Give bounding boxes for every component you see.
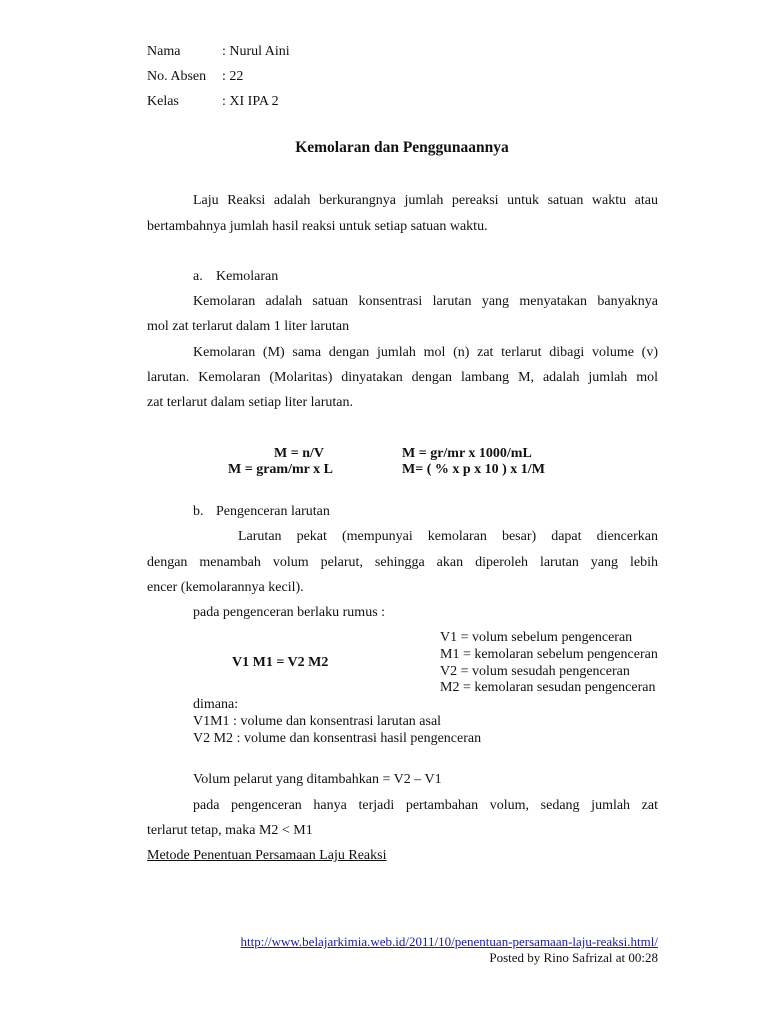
legend-m2: M2 = kemolaran sesudan pengenceran [440, 680, 656, 695]
formula-molarity-gram-mr-l: M = gram/mr x L [228, 462, 333, 477]
dimana-v2m2: V2 M2 : volume dan konsentrasi hasil pengenceran [193, 731, 482, 746]
posted-by: Posted by Rino Safrizal at 00:28 [489, 950, 658, 965]
legend-v2: V2 = volum sesudah pengenceran [440, 664, 630, 679]
volum-added: Volum pelarut yang ditambahkan = V2 – V1 [193, 772, 442, 787]
section-a-p1-line-1: Kemolaran adalah satuan konsentrasi larutan yang menyatakan banyaknya [193, 294, 658, 309]
intro-line-1: Laju Reaksi adalah berkurangnya jumlah pereaksi untuk satuan waktu atau [193, 193, 658, 208]
nama-label: Nama [147, 44, 181, 59]
section-a-p2-line-1: Kemolaran (M) sama dengan jumlah mol (n) zat terlarut dibagi volume (v) [193, 345, 658, 360]
section-b-p1-line-3: encer (kemolarannya kecil). [147, 580, 304, 595]
section-b-marker: b. [193, 504, 204, 519]
dimana-label: dimana: [193, 697, 239, 712]
absen-label: No. Absen [147, 69, 207, 84]
section-a-p1-line-2: mol zat terlarut dalam 1 liter larutan [147, 319, 350, 334]
method-heading: Metode Penentuan Persamaan Laju Reaksi [147, 848, 387, 863]
absen-value: : 22 [222, 69, 244, 84]
dimana-v1m1: V1M1 : volume dan konsentrasi larutan asal [193, 714, 442, 729]
legend-m1: M1 = kemolaran sebelum pengenceran [440, 647, 658, 662]
section-b-p2-line-2: terlarut tetap, maka M2 < M1 [147, 823, 313, 838]
section-b-heading: Pengenceran larutan [216, 504, 330, 519]
formula-molarity-n-v: M = n/V [274, 446, 324, 461]
intro-line-2: bertambahnya jumlah hasil reaksi untuk setiap satuan waktu. [147, 219, 488, 234]
kelas-label: Kelas [147, 94, 179, 109]
section-a-heading: Kemolaran [216, 269, 279, 284]
section-a-marker: a. [193, 269, 203, 284]
kelas-value: : XI IPA 2 [222, 94, 279, 109]
legend-v1: V1 = volum sebelum pengenceran [440, 630, 633, 645]
section-a-p2-line-3: zat terlarut dalam setiap liter larutan. [147, 395, 354, 410]
dilution-formula: V1 M1 = V2 M2 [232, 655, 329, 670]
section-b-p1-line-2: dengan menambah volum pelarut, sehingga akan diperoleh larutan yang lebih [147, 555, 658, 570]
section-b-p1-line-1: Larutan pekat (mempunyai kemolaran besar) dapat diencerkan [238, 529, 658, 544]
section-a-p2-line-2: larutan. Kemolaran (Molaritas) dinyatakan dengan lambang M, adalah jumlah mol [147, 370, 658, 385]
rule-intro: pada pengenceran berlaku rumus : [193, 605, 386, 620]
nama-value: : Nurul Aini [222, 44, 290, 59]
source-link[interactable]: http://www.belajarkimia.web.id/2011/10/penentuan-persamaan-laju-reaksi.html/ [240, 934, 658, 949]
section-b-p2-line-1: pada pengenceran hanya terjadi pertambahan volum, sedang jumlah zat [193, 798, 658, 813]
page-title: Kemolaran dan Penggunaannya [295, 139, 509, 156]
formula-molarity-gr-mr: M = gr/mr x 1000/mL [402, 446, 532, 461]
formula-molarity-percent: M= ( % x p x 10 ) x 1/M [402, 462, 545, 477]
